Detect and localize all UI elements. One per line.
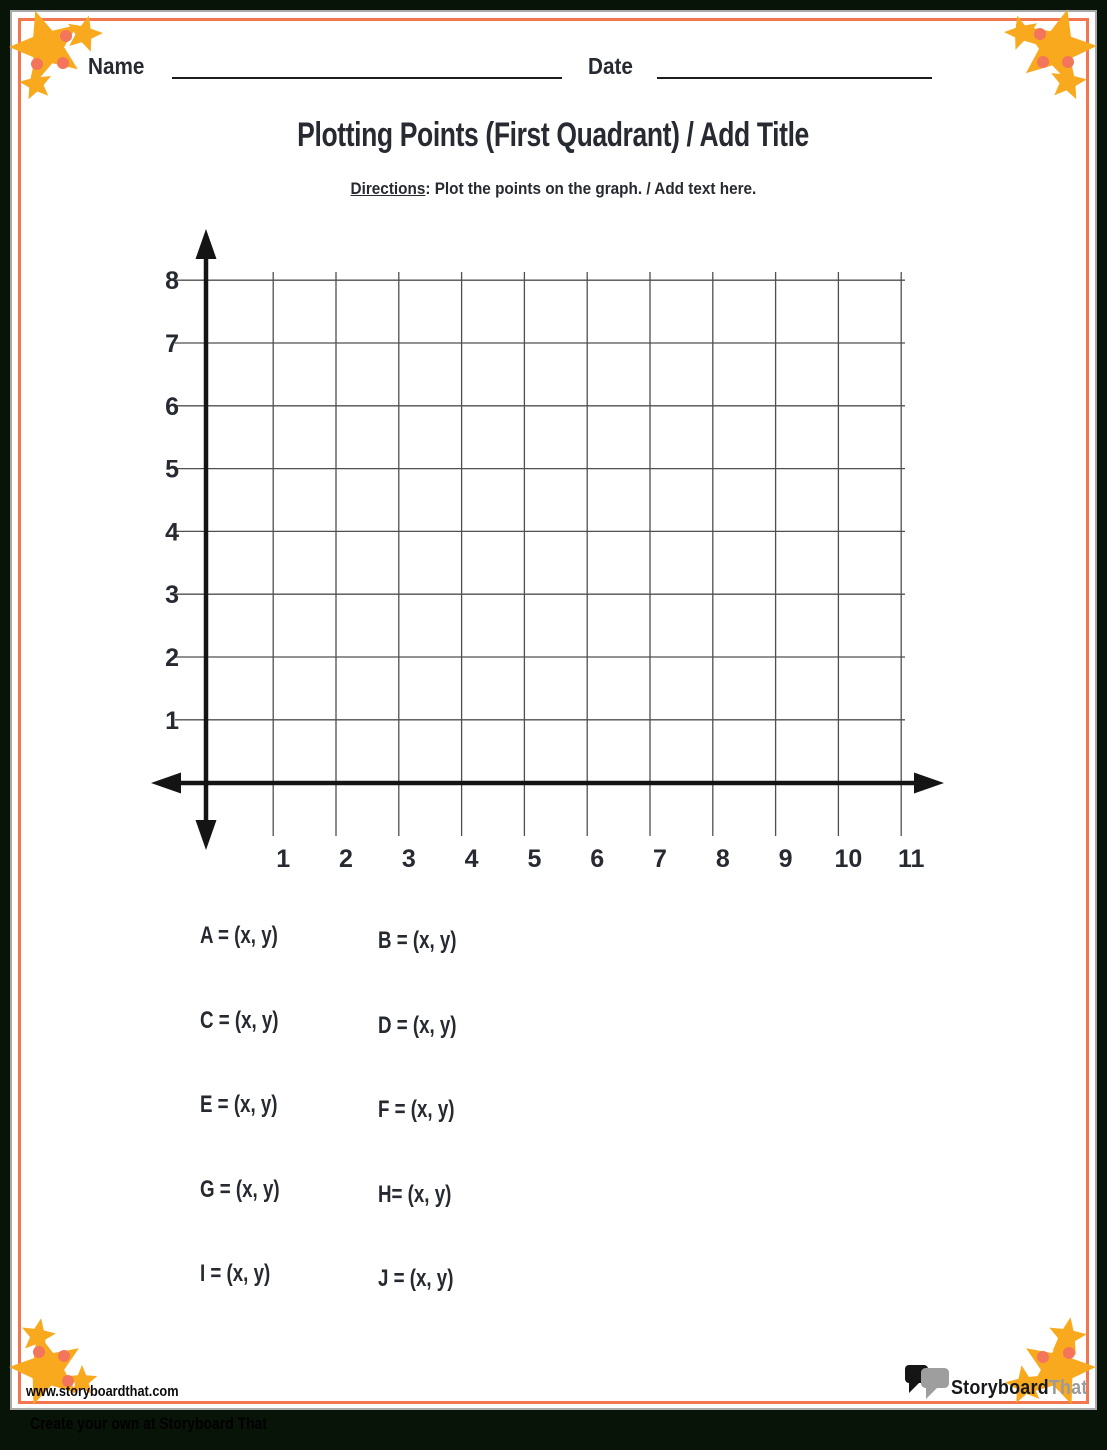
point-label: F = (x, y)	[378, 1096, 455, 1124]
directions-label: Directions	[350, 179, 426, 198]
x-axis-label: 6	[590, 845, 605, 873]
x-axis-label: 8	[715, 845, 730, 873]
y-axis-label: 6	[165, 392, 179, 421]
point-label: E = (x, y)	[200, 1091, 278, 1119]
x-axis-label: 5	[527, 845, 542, 873]
y-axis-label: 5	[165, 455, 179, 484]
y-axis-arrow-up-icon	[196, 229, 217, 259]
title-row	[0, 116, 1107, 155]
y-axis-label: 4	[165, 518, 179, 547]
point-label: J = (x, y)	[378, 1265, 454, 1293]
website-url: www.storyboardthat.com	[26, 1383, 179, 1400]
logo-text-storyboard: Storyboard	[951, 1377, 1049, 1399]
grid-lines	[175, 272, 905, 836]
directions-line	[351, 179, 757, 199]
point-label: C = (x, y)	[200, 1006, 279, 1034]
x-axis-label: 7	[653, 845, 667, 873]
y-axis-label: 2	[165, 644, 179, 672]
point-label: I = (x, y)	[200, 1260, 271, 1288]
y-axis-label: 7	[165, 330, 179, 358]
point-label: A = (x, y)	[200, 922, 278, 949]
x-axis-arrow-left-icon	[151, 773, 181, 794]
date-label: Date	[588, 53, 633, 79]
y-axis-label: 8	[165, 267, 179, 296]
x-axis-arrow-right-icon	[914, 773, 944, 794]
axes	[151, 229, 944, 850]
date-write-line	[657, 77, 932, 79]
y-axis-label: 1	[165, 706, 179, 735]
point-label: H= (x, y)	[378, 1180, 452, 1208]
x-axis-label: 9	[778, 845, 793, 873]
name-write-line	[172, 77, 562, 79]
directions-text: : Plot the points on the graph. / Add text here.	[425, 179, 757, 198]
footer-create-text: Create your own at Storyboard That	[30, 1414, 268, 1433]
point-label: D = (x, y)	[378, 1011, 457, 1039]
y-axis-label: 3	[165, 581, 179, 610]
x-axis-label: 10	[834, 845, 863, 873]
x-axis-label: 2	[339, 845, 353, 873]
y-axis-arrow-down-icon	[196, 820, 217, 850]
page-title: Plotting Points (First Quadrant) / Add Title	[297, 116, 810, 154]
x-axis-label: 1	[276, 845, 291, 873]
point-label: B = (x, y)	[378, 927, 457, 954]
point-label: G = (x, y)	[200, 1175, 280, 1203]
logo-text-that: That	[1048, 1377, 1088, 1399]
x-axis-label: 3	[401, 845, 416, 873]
x-axis-label: 4	[464, 845, 479, 873]
directions-row	[0, 179, 1107, 199]
x-axis-label: 11	[897, 845, 925, 873]
name-label: Name	[88, 53, 145, 79]
storyboardthat-logo-text	[951, 1377, 1088, 1400]
